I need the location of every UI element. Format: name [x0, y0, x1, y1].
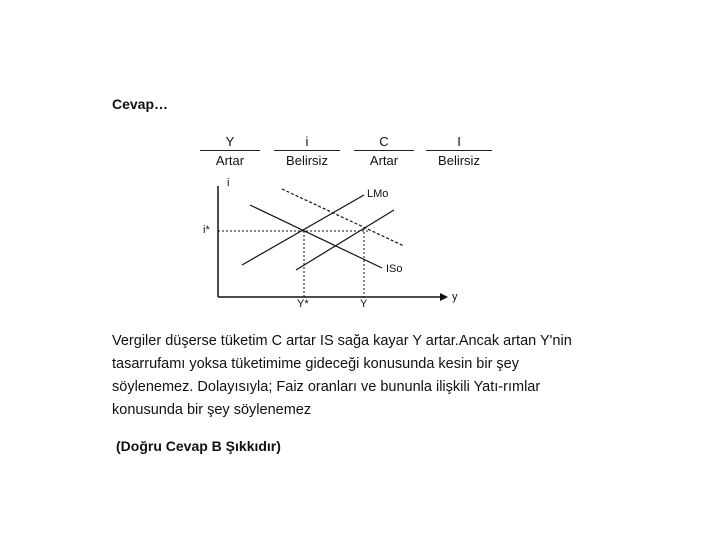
correct-answer: (Doğru Cevap B Şıkkıdır): [116, 438, 281, 454]
x-axis-label: y: [452, 291, 458, 303]
x-axis-arrow: [440, 293, 448, 301]
answer-heading: Cevap…: [112, 96, 169, 112]
y-label: Y: [360, 298, 368, 310]
i-star-label: i*: [203, 224, 210, 236]
header-c-change: Artar: [369, 153, 399, 168]
y-axis-label: i: [227, 177, 230, 189]
header-i-change: Belirsiz: [286, 153, 328, 168]
lm-label: LMo: [367, 188, 389, 200]
header-y-change: Artar: [215, 153, 245, 168]
explanation-text: Vergiler düşerse tüketim C artar IS sağa kayar Y artar.Ancak artan Y'nin tasarrufamı yoksa tüketimime gideceği konusunda kesin bir şey söylenemez. Dolayısıyla; Faiz oranları ve bununla ilişkili Yatı-rımlar konusunda bir şey söylenemez: [112, 333, 572, 418]
header-i-symbol: i: [274, 134, 340, 151]
is-label: ISo: [386, 263, 403, 275]
header-y-symbol: Y: [200, 134, 260, 151]
is0-curve: [250, 205, 382, 268]
header-inv-change: Belirsiz: [438, 153, 480, 168]
y-star-label: Y*: [297, 298, 309, 310]
lm-curve-shifted: [296, 210, 394, 270]
header-c-symbol: C: [354, 134, 414, 151]
header-inv-symbol: I: [426, 134, 492, 151]
